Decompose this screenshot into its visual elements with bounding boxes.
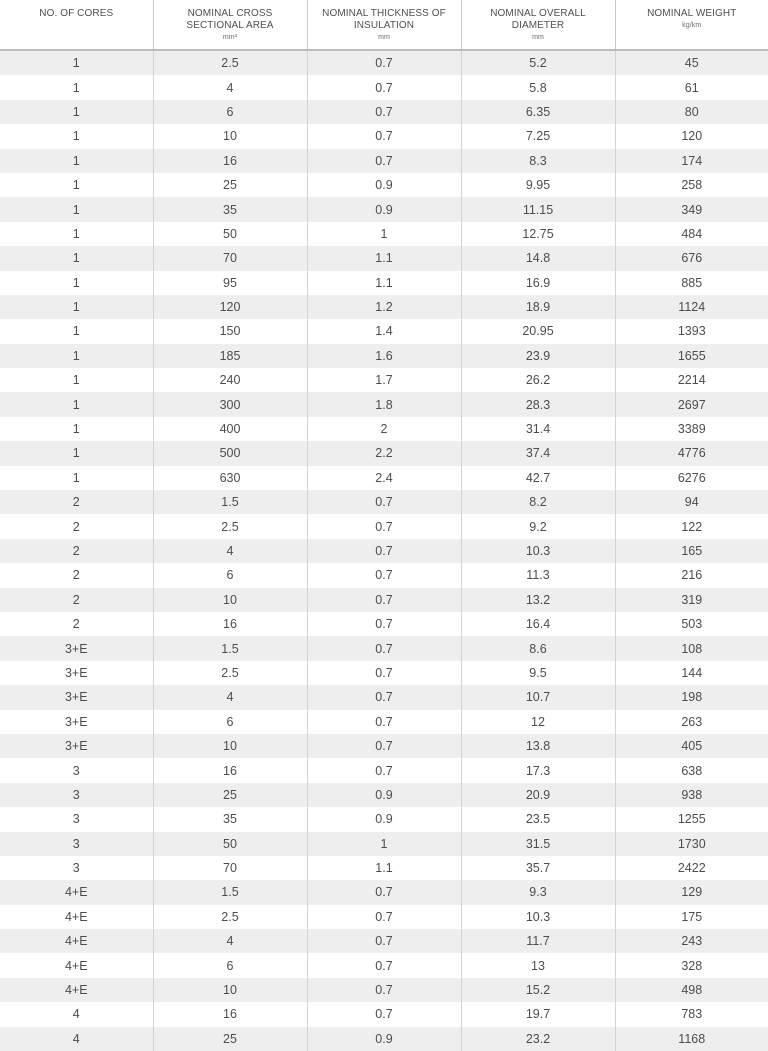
diameter-cell: 8.2 — [461, 490, 615, 514]
weight-cell: 61 — [615, 75, 768, 99]
weight-cell: 1730 — [615, 832, 768, 856]
diameter-cell: 37.4 — [461, 441, 615, 465]
cores-cell: 2 — [0, 539, 153, 563]
cross-section-cell: 16 — [153, 149, 307, 173]
cores-cell: 3+E — [0, 710, 153, 734]
weight-cell: 120 — [615, 124, 768, 148]
table-row — [0, 807, 768, 831]
insulation-cell: 1.4 — [307, 319, 461, 343]
header-title: NOMINAL THICKNESS OF INSULATION — [322, 8, 446, 31]
weight-cell: 165 — [615, 539, 768, 563]
header-no-of-cores — [0, 0, 153, 50]
table-row — [0, 758, 768, 782]
weight-cell: 144 — [615, 661, 768, 685]
cross-section-cell: 16 — [153, 758, 307, 782]
table-row — [0, 490, 768, 514]
table-row — [0, 514, 768, 538]
table-row — [0, 392, 768, 416]
insulation-cell: 0.7 — [307, 539, 461, 563]
cores-cell: 2 — [0, 588, 153, 612]
insulation-cell: 1 — [307, 832, 461, 856]
header-title: NOMINAL WEIGHT — [647, 8, 737, 19]
table-row — [0, 734, 768, 758]
cores-cell: 4+E — [0, 978, 153, 1002]
cores-cell: 1 — [0, 50, 153, 75]
cross-section-cell: 25 — [153, 783, 307, 807]
table-row — [0, 50, 768, 75]
table-row — [0, 1002, 768, 1026]
diameter-cell: 31.5 — [461, 832, 615, 856]
header-insulation-thickness — [307, 0, 461, 50]
table-row — [0, 880, 768, 904]
cross-section-cell: 35 — [153, 807, 307, 831]
diameter-cell: 20.95 — [461, 319, 615, 343]
cores-cell: 1 — [0, 344, 153, 368]
insulation-cell: 0.7 — [307, 149, 461, 173]
insulation-cell: 0.9 — [307, 783, 461, 807]
weight-cell: 503 — [615, 612, 768, 636]
weight-cell: 174 — [615, 149, 768, 173]
cross-section-cell: 1.5 — [153, 490, 307, 514]
header-weight — [615, 0, 768, 50]
table-row — [0, 905, 768, 929]
cores-cell: 4+E — [0, 880, 153, 904]
weight-cell: 349 — [615, 197, 768, 221]
weight-cell: 3389 — [615, 417, 768, 441]
diameter-cell: 11.7 — [461, 929, 615, 953]
cores-cell: 3+E — [0, 685, 153, 709]
diameter-cell: 14.8 — [461, 246, 615, 270]
table-row — [0, 173, 768, 197]
header-title: NOMINAL OVERALL DIAMETER — [490, 8, 586, 31]
diameter-cell: 28.3 — [461, 392, 615, 416]
table-row — [0, 417, 768, 441]
insulation-cell: 0.7 — [307, 758, 461, 782]
weight-cell: 1393 — [615, 319, 768, 343]
weight-cell: 108 — [615, 636, 768, 660]
cross-section-cell: 300 — [153, 392, 307, 416]
cores-cell: 4+E — [0, 953, 153, 977]
weight-cell: 885 — [615, 271, 768, 295]
insulation-cell: 1.6 — [307, 344, 461, 368]
table-row — [0, 368, 768, 392]
cross-section-cell: 25 — [153, 173, 307, 197]
weight-cell: 198 — [615, 685, 768, 709]
cross-section-cell: 2.5 — [153, 661, 307, 685]
table-header — [0, 0, 768, 50]
insulation-cell: 1.1 — [307, 271, 461, 295]
weight-cell: 676 — [615, 246, 768, 270]
cross-section-cell: 4 — [153, 75, 307, 99]
cores-cell: 1 — [0, 222, 153, 246]
cores-cell: 3 — [0, 807, 153, 831]
insulation-cell: 0.7 — [307, 100, 461, 124]
cross-section-cell: 6 — [153, 563, 307, 587]
insulation-cell: 0.7 — [307, 514, 461, 538]
diameter-cell: 9.2 — [461, 514, 615, 538]
table-row — [0, 246, 768, 270]
insulation-cell: 2.2 — [307, 441, 461, 465]
weight-cell: 4776 — [615, 441, 768, 465]
cross-section-cell: 70 — [153, 856, 307, 880]
diameter-cell: 13.2 — [461, 588, 615, 612]
insulation-cell: 0.9 — [307, 173, 461, 197]
cores-cell: 4 — [0, 1027, 153, 1051]
table-row — [0, 271, 768, 295]
weight-cell: 216 — [615, 563, 768, 587]
cross-section-cell: 150 — [153, 319, 307, 343]
diameter-cell: 35.7 — [461, 856, 615, 880]
weight-cell: 1168 — [615, 1027, 768, 1051]
cross-section-cell: 4 — [153, 539, 307, 563]
table-row — [0, 661, 768, 685]
insulation-cell: 0.7 — [307, 636, 461, 660]
cores-cell: 3 — [0, 856, 153, 880]
cross-section-cell: 6 — [153, 710, 307, 734]
diameter-cell: 42.7 — [461, 466, 615, 490]
cross-section-cell: 1.5 — [153, 636, 307, 660]
header-unit: mm² — [222, 34, 238, 41]
weight-cell: 2697 — [615, 392, 768, 416]
cross-section-cell: 400 — [153, 417, 307, 441]
table-row — [0, 100, 768, 124]
insulation-cell: 2 — [307, 417, 461, 441]
weight-cell: 175 — [615, 905, 768, 929]
insulation-cell: 0.7 — [307, 661, 461, 685]
cores-cell: 1 — [0, 368, 153, 392]
cross-section-cell: 10 — [153, 734, 307, 758]
weight-cell: 6276 — [615, 466, 768, 490]
diameter-cell: 5.8 — [461, 75, 615, 99]
weight-cell: 122 — [615, 514, 768, 538]
insulation-cell: 0.9 — [307, 807, 461, 831]
header-title: NOMINAL CROSS SECTIONAL AREA — [186, 8, 274, 31]
diameter-cell: 13 — [461, 953, 615, 977]
weight-cell: 938 — [615, 783, 768, 807]
cores-cell: 1 — [0, 100, 153, 124]
diameter-cell: 9.3 — [461, 880, 615, 904]
cores-cell: 2 — [0, 563, 153, 587]
cross-section-cell: 2.5 — [153, 905, 307, 929]
table-row — [0, 539, 768, 563]
insulation-cell: 0.7 — [307, 734, 461, 758]
weight-cell: 484 — [615, 222, 768, 246]
table-row — [0, 783, 768, 807]
weight-cell: 45 — [615, 50, 768, 75]
insulation-cell: 0.7 — [307, 490, 461, 514]
insulation-cell: 0.7 — [307, 880, 461, 904]
insulation-cell: 0.7 — [307, 953, 461, 977]
table-row — [0, 319, 768, 343]
diameter-cell: 15.2 — [461, 978, 615, 1002]
header-unit: mm — [532, 34, 544, 41]
cross-section-cell: 70 — [153, 246, 307, 270]
cores-cell: 2 — [0, 612, 153, 636]
header-unit: mm — [378, 34, 390, 41]
header-cross-sectional-area — [153, 0, 307, 50]
table-row — [0, 636, 768, 660]
cores-cell: 3 — [0, 783, 153, 807]
cross-section-cell: 95 — [153, 271, 307, 295]
cores-cell: 1 — [0, 295, 153, 319]
cores-cell: 1 — [0, 466, 153, 490]
cores-cell: 3 — [0, 758, 153, 782]
diameter-cell: 9.95 — [461, 173, 615, 197]
diameter-cell: 13.8 — [461, 734, 615, 758]
diameter-cell: 10.3 — [461, 539, 615, 563]
diameter-cell: 11.15 — [461, 197, 615, 221]
cores-cell: 3+E — [0, 636, 153, 660]
cross-section-cell: 16 — [153, 1002, 307, 1026]
insulation-cell: 0.9 — [307, 197, 461, 221]
table-row — [0, 466, 768, 490]
cores-cell: 1 — [0, 75, 153, 99]
insulation-cell: 0.7 — [307, 588, 461, 612]
cores-cell: 4+E — [0, 929, 153, 953]
weight-cell: 2422 — [615, 856, 768, 880]
insulation-cell: 0.7 — [307, 124, 461, 148]
diameter-cell: 11.3 — [461, 563, 615, 587]
table-row — [0, 295, 768, 319]
header-unit: kg/km — [682, 22, 702, 29]
weight-cell: 498 — [615, 978, 768, 1002]
diameter-cell: 16.4 — [461, 612, 615, 636]
cores-cell: 3+E — [0, 734, 153, 758]
weight-cell: 243 — [615, 929, 768, 953]
table-row — [0, 124, 768, 148]
table-row — [0, 685, 768, 709]
cross-section-cell: 16 — [153, 612, 307, 636]
insulation-cell: 0.7 — [307, 50, 461, 75]
diameter-cell: 31.4 — [461, 417, 615, 441]
table-row — [0, 856, 768, 880]
cores-cell: 1 — [0, 124, 153, 148]
cores-cell: 4 — [0, 1002, 153, 1026]
weight-cell: 94 — [615, 490, 768, 514]
cores-cell: 1 — [0, 392, 153, 416]
cores-cell: 1 — [0, 417, 153, 441]
cross-section-cell: 10 — [153, 124, 307, 148]
insulation-cell: 0.7 — [307, 710, 461, 734]
header-title: NO. OF CORES — [39, 8, 114, 19]
cores-cell: 1 — [0, 246, 153, 270]
insulation-cell: 1 — [307, 222, 461, 246]
weight-cell: 783 — [615, 1002, 768, 1026]
table-row — [0, 612, 768, 636]
cross-section-cell: 35 — [153, 197, 307, 221]
insulation-cell: 0.7 — [307, 978, 461, 1002]
diameter-cell: 12 — [461, 710, 615, 734]
insulation-cell: 0.7 — [307, 612, 461, 636]
weight-cell: 319 — [615, 588, 768, 612]
header-row — [0, 0, 768, 50]
header-overall-diameter — [461, 0, 615, 50]
cross-section-cell: 120 — [153, 295, 307, 319]
cores-cell: 4+E — [0, 905, 153, 929]
cores-cell: 3+E — [0, 661, 153, 685]
diameter-cell: 23.2 — [461, 1027, 615, 1051]
cores-cell: 1 — [0, 197, 153, 221]
table-row — [0, 978, 768, 1002]
cores-cell: 1 — [0, 271, 153, 295]
weight-cell: 263 — [615, 710, 768, 734]
insulation-cell: 1.8 — [307, 392, 461, 416]
weight-cell: 80 — [615, 100, 768, 124]
table-row — [0, 710, 768, 734]
insulation-cell: 0.7 — [307, 905, 461, 929]
table-row — [0, 344, 768, 368]
cross-section-cell: 10 — [153, 588, 307, 612]
table-row — [0, 953, 768, 977]
diameter-cell: 8.3 — [461, 149, 615, 173]
cross-section-cell: 6 — [153, 953, 307, 977]
diameter-cell: 9.5 — [461, 661, 615, 685]
diameter-cell: 26.2 — [461, 368, 615, 392]
insulation-cell: 1.1 — [307, 246, 461, 270]
diameter-cell: 20.9 — [461, 783, 615, 807]
insulation-cell: 0.7 — [307, 929, 461, 953]
weight-cell: 1124 — [615, 295, 768, 319]
diameter-cell: 6.35 — [461, 100, 615, 124]
weight-cell: 129 — [615, 880, 768, 904]
insulation-cell: 0.7 — [307, 1002, 461, 1026]
diameter-cell: 23.9 — [461, 344, 615, 368]
table-row — [0, 149, 768, 173]
insulation-cell: 0.7 — [307, 563, 461, 587]
cross-section-cell: 4 — [153, 929, 307, 953]
insulation-cell: 1.2 — [307, 295, 461, 319]
insulation-cell: 0.7 — [307, 685, 461, 709]
diameter-cell: 5.2 — [461, 50, 615, 75]
cross-section-cell: 6 — [153, 100, 307, 124]
diameter-cell: 12.75 — [461, 222, 615, 246]
cores-cell: 3 — [0, 832, 153, 856]
diameter-cell: 18.9 — [461, 295, 615, 319]
diameter-cell: 8.6 — [461, 636, 615, 660]
insulation-cell: 1.7 — [307, 368, 461, 392]
diameter-cell: 16.9 — [461, 271, 615, 295]
table-row — [0, 222, 768, 246]
weight-cell: 1255 — [615, 807, 768, 831]
cross-section-cell: 500 — [153, 441, 307, 465]
cross-section-cell: 10 — [153, 978, 307, 1002]
table-row — [0, 441, 768, 465]
weight-cell: 405 — [615, 734, 768, 758]
diameter-cell: 19.7 — [461, 1002, 615, 1026]
cross-section-cell: 2.5 — [153, 50, 307, 75]
insulation-cell: 0.7 — [307, 75, 461, 99]
cross-section-cell: 50 — [153, 832, 307, 856]
diameter-cell: 17.3 — [461, 758, 615, 782]
table-row — [0, 197, 768, 221]
table-row — [0, 1027, 768, 1051]
insulation-cell: 2.4 — [307, 466, 461, 490]
cores-cell: 2 — [0, 490, 153, 514]
cores-cell: 1 — [0, 441, 153, 465]
table-row — [0, 929, 768, 953]
cross-section-cell: 50 — [153, 222, 307, 246]
diameter-cell: 10.3 — [461, 905, 615, 929]
cross-section-cell: 1.5 — [153, 880, 307, 904]
table-row — [0, 832, 768, 856]
diameter-cell: 10.7 — [461, 685, 615, 709]
weight-cell: 258 — [615, 173, 768, 197]
cores-cell: 1 — [0, 149, 153, 173]
cores-cell: 2 — [0, 514, 153, 538]
weight-cell: 638 — [615, 758, 768, 782]
diameter-cell: 7.25 — [461, 124, 615, 148]
cores-cell: 1 — [0, 319, 153, 343]
diameter-cell: 23.5 — [461, 807, 615, 831]
weight-cell: 2214 — [615, 368, 768, 392]
cross-section-cell: 240 — [153, 368, 307, 392]
cross-section-cell: 185 — [153, 344, 307, 368]
cores-cell: 1 — [0, 173, 153, 197]
weight-cell: 1655 — [615, 344, 768, 368]
table-body — [0, 50, 768, 1051]
insulation-cell: 0.9 — [307, 1027, 461, 1051]
cross-section-cell: 25 — [153, 1027, 307, 1051]
table-row — [0, 588, 768, 612]
table-row — [0, 563, 768, 587]
weight-cell: 328 — [615, 953, 768, 977]
cross-section-cell: 2.5 — [153, 514, 307, 538]
cross-section-cell: 630 — [153, 466, 307, 490]
table-row — [0, 75, 768, 99]
cross-section-cell: 4 — [153, 685, 307, 709]
insulation-cell: 1.1 — [307, 856, 461, 880]
